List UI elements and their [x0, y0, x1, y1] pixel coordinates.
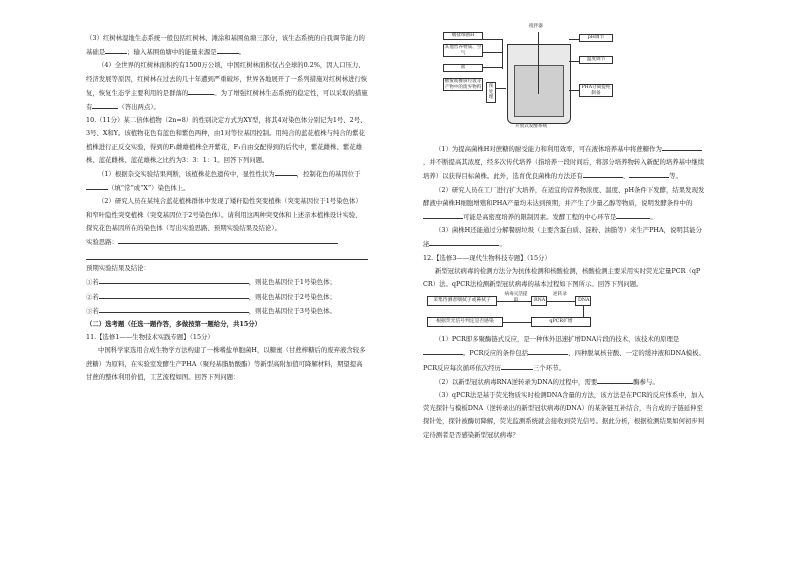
- q11-sub3: （3）菌株H还能通过分解餐厨垃圾（主要含蛋白质、淀粉、油脂等）来生产PHA，说明其能分泌 。: [423, 226, 702, 249]
- q11-sub2: （2）研究人员在工厂进行扩大培养，在适宜的营养物浓度、温度、pH条件下发酵，结果发现发酵液中菌株H细胞增殖和PHA产量均未达到预期，并产生了少量乙醇等物质，说明发酵条件中的可能是高密度培养的限制因素。发酵工程的中心环节是 。: [423, 185, 705, 222]
- fermentation-diagram: [423, 24, 705, 142]
- answer-blank[interactable]: [429, 237, 499, 246]
- feed-arrow: [482, 67, 502, 68]
- q10-expect: 预期实验结果及结论：: [86, 264, 150, 273]
- answer-blank[interactable]: [99, 304, 249, 313]
- dna-box: DNA: [575, 296, 591, 306]
- flow-arrow: [497, 301, 531, 302]
- temp-box: 温度调节: [579, 56, 613, 64]
- control-line: [569, 61, 579, 62]
- answer-blank[interactable]: [99, 275, 249, 284]
- q11-sub1: （1）为提高菌株H对蔗糖的耐受能力和利用效率，可在液体培养基中将蔗糖作为，并不断提高其浓度，经多次传代培养（指培养一段时间后，将部分培养物转入新配的培养基中继续培养）以获得目标菌株。此外，选育优良菌株的方法还有 、 等。: [423, 142, 705, 184]
- output-arrow: [569, 90, 579, 91]
- q12-sub1: （1）PCR即多聚酶链式反应，是一种体外迅速扩增DNA片段的技术，该技术的原理是。PCR反应的条件包括 、四种脱氧核苷酸、一定的缓冲液和DNA模板。PCR反应每次循环依次经历 三个环节。: [423, 335, 705, 372]
- answer-line[interactable]: [86, 249, 368, 260]
- rt-label: 逆转录: [553, 292, 567, 298]
- q12-sub2: （2）以新型冠状病毒RNA逆转录为DNA的过程中，需要 酶参与。: [423, 375, 705, 389]
- sampling-box: 采集待测者咽拭子或鼻拭子: [427, 296, 497, 306]
- flow-arrow: [583, 305, 584, 317]
- feed-arrow: [502, 39, 503, 69]
- q12-sub3: （3）qPCR法是基于荧光物质实时检测DNA含量的方法，该方法是在PCR的反应体系中，加入荧光探针与模板DNA（逆转录出的新型冠状病毒的DNA）的某条链互补结合，当合成的子链延伸至探针处，探针被酶切降解，荧光监测系统就会接收到荧光信号。据此分析，根据检测结果如何初步判定待测者是否感染新型冠状病毒？: [423, 391, 705, 439]
- feed-arrow: [482, 39, 502, 40]
- answer-blank[interactable]: [528, 346, 568, 355]
- answer-blank[interactable]: [501, 361, 533, 370]
- qpcr-box: qPCR扩增: [531, 317, 591, 327]
- answer-blank[interactable]: [99, 290, 249, 299]
- answer-blank[interactable]: [92, 100, 118, 109]
- answer-blank[interactable]: [583, 169, 623, 178]
- answer-blank[interactable]: [662, 142, 702, 151]
- product-box: PHA分离提纯制备: [579, 84, 613, 97]
- answer-blank[interactable]: [105, 45, 127, 54]
- q10-stem: 10.（11分）某二倍体植物（2n=8）的性别决定方式为XY型，将其4对染色体分别记为1号、2号、3号、X和Y。该植物花色有蓝色和紫色两种，由1对等位基因控制。用纯合的蓝花植株与纯合的紫花植株进行正反交实验，得到的F₁雌雄植株全开紫花，F₁自由交配得到的后代中，紫花雌株、紫花雄株、蓝花雌株、蓝花雄株之比约为3：3：1：1。回答下列问题。: [86, 116, 367, 164]
- answer-blank[interactable]: [597, 375, 633, 384]
- flow-arrow: [503, 322, 531, 323]
- answer-blank[interactable]: [423, 346, 463, 355]
- feed-nutrients-box: 其他营养物质、空气: [444, 45, 482, 56]
- right-column: [423, 0, 705, 442]
- answer-blank[interactable]: [616, 210, 650, 219]
- q10-result-3: ③若 ，则花色基因位于3号染色体。: [86, 304, 368, 318]
- flow-arrow: [547, 301, 575, 302]
- q10-idea: 实验思路：: [86, 235, 368, 249]
- ph-box: pH调节: [579, 34, 613, 42]
- fermenter-vessel: [507, 44, 571, 124]
- feed-bacteria-box: 嗜盐细菌H: [443, 32, 483, 40]
- feed-waste-box: 糖蜜或餐厨垃圾等产物中的废弃物料: [444, 79, 482, 90]
- result-box: 根据荧光信号判定是否感染: [427, 317, 503, 327]
- stirrer-shaft: [538, 32, 539, 94]
- answer-blank[interactable]: [188, 86, 214, 95]
- section-heading: （二）选考题（任选一题作答，多做按第一题给分，共15分）: [86, 320, 262, 329]
- qpcr-flow-diagram: [423, 293, 705, 331]
- feed-salt-box: 盐: [443, 64, 483, 72]
- q12-stem: 新型冠状病毒的检测方法分为抗体检测和核酸检测，核酸检测主要采用实时荧光定量PCR（qPCR）法。qPCR法检测新型冠状病毒的基本过程如下图所示。回答下列问题。: [423, 266, 701, 289]
- q10-result-1: ①若 ，则花色基因位于1号染色体；: [86, 275, 368, 289]
- q3-paragraph: （3）红树林湿地生态系统一般包括红树林、滩涂和基围鱼塘三部分，该生态系统的自我调节能力的基础是 ；输入基围鱼塘中的能量来源是 。: [86, 34, 365, 57]
- pretreat-box: 预处理: [486, 82, 496, 103]
- q12-title: 12.【选修3——现代生物科技专题】（15分）: [423, 253, 551, 262]
- q10-result-2: ②若 ，则花色基因位于2号染色体；: [86, 290, 368, 304]
- answer-blank[interactable]: [629, 169, 669, 178]
- answer-blank[interactable]: [86, 181, 108, 190]
- answer-blank[interactable]: [275, 167, 297, 176]
- q11-title: 11.【选修1——生物技术实践专题】（15分）: [86, 333, 214, 342]
- answer-blank[interactable]: [217, 45, 239, 54]
- q11-stem: 中国科学家选用合成生物学方法构建了一株嗜盐单胞菌H，以糖蜜（甘蔗榨糖后的废弃液含较多蔗糖）为原料，在实验室发酵生产PHA（聚羟基脂肪酸酯）等新型高附加值可降解材料，期望提高甘蔗的整体利用价值，工艺流程如图。回答下列问题：: [86, 346, 366, 381]
- feed-arrow: [496, 88, 506, 89]
- feed-arrow: [482, 52, 502, 53]
- stirrer-label: 搅拌器: [529, 24, 543, 29]
- control-line: [569, 39, 579, 40]
- answer-blank[interactable]: [423, 210, 463, 219]
- rna-box: RNA: [531, 296, 547, 306]
- q4-paragraph: （4）全世界的红树林面积约有1500万公顷，中国红树林面积仅占全球的0.2%，因人口压力、经济发展等原因，红树林在过去的几十年遭到严重破坏，世界各地展开了一系列措施对红树林进行恢复，恢复生态学主要利用的是群落的 。为了增强红树林生态系统的稳定性，可以采取的措施有 （答出两点）。: [86, 61, 368, 112]
- inactivation-label: 病毒灭活提取: [504, 292, 528, 304]
- q10-sub1: （1）根据杂交实验结果判断，该植株花色遗传中，显性性状为 ，控制花色的基因位于（填“常”或“X”）染色体上。: [86, 167, 368, 195]
- answer-line[interactable]: [118, 235, 338, 244]
- left-column: [86, 0, 368, 384]
- fermenter-liquid: [514, 65, 564, 117]
- diagram-caption: 开放式发酵系统: [515, 124, 548, 129]
- q10-sub2: （2）研究人员在某纯合蓝花植株群体中发现了矮秆隐性突变植株（突变基因位于1号染色体）和窄叶隐性突变植株（突变基因位于2号染色体）。请利用这两种突变体和上述亲本植株设计实验，探究花色基因所在的染色体（写出实验思路、预期实验结果及结论）。: [86, 197, 362, 232]
